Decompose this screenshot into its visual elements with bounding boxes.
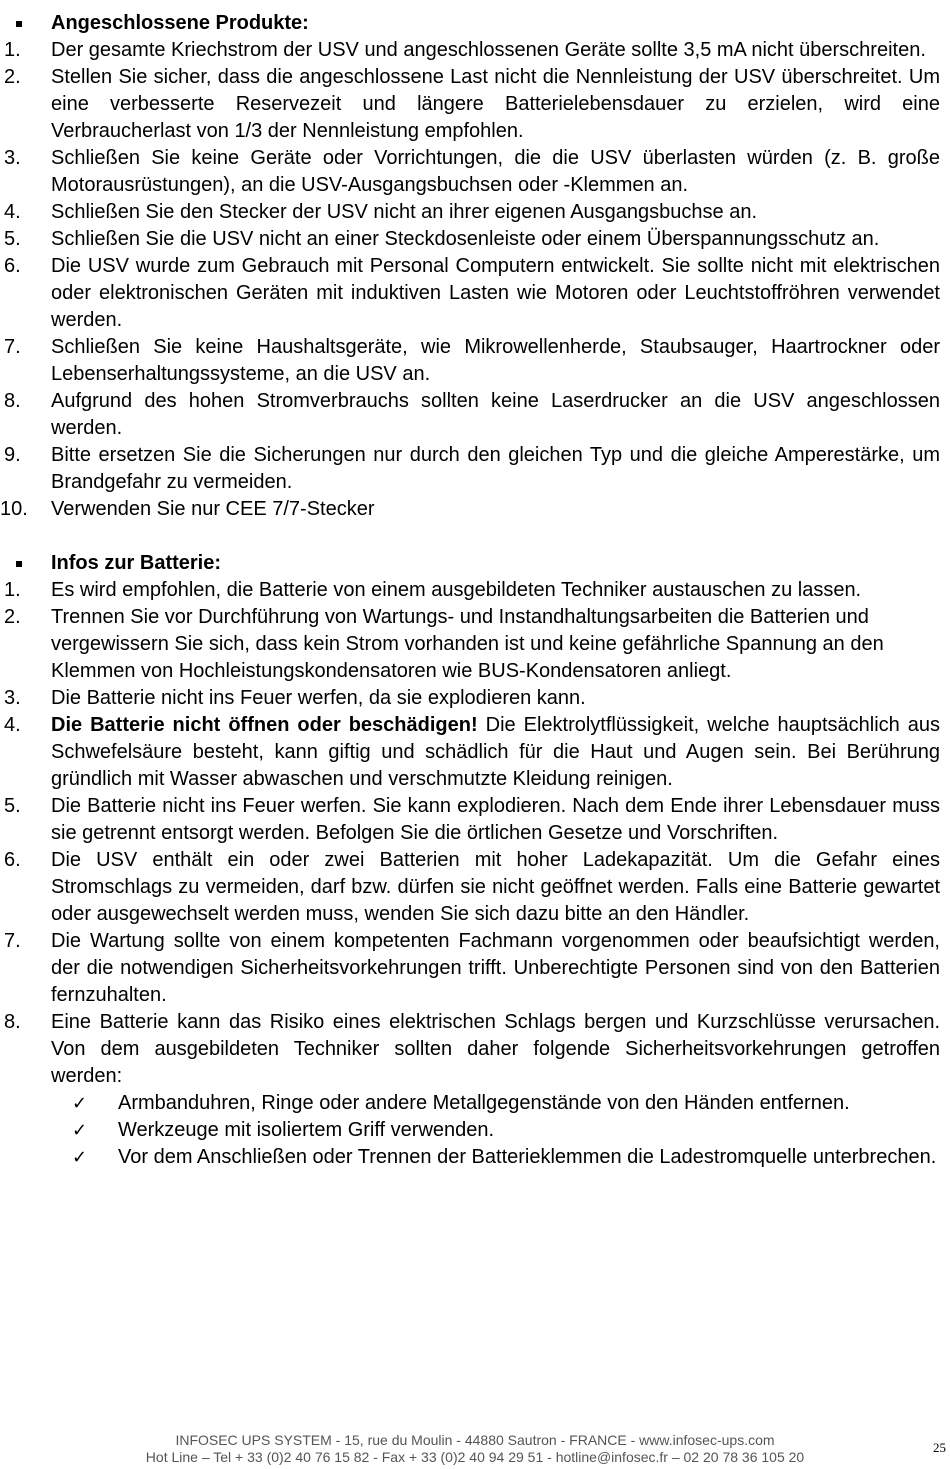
item-text: Schließen Sie keine Geräte oder Vorrichtungen, die die USV überlasten würden (z. B. große Motorausrüstungen), an die USV-Ausgangsbuchsen oder -Klemmen an. [51, 147, 940, 196]
item-text: Die Batterie nicht ins Feuer werfen. Sie kann explodieren. Nach dem Ende ihrer Lebensdauer muss sie getrennt entsorgt werden. Befolgen Sie die örtlichen Gesetze und Vorschriften. [51, 795, 940, 844]
item-number: 10. [0, 498, 28, 520]
item-text: Bitte ersetzen Sie die Sicherungen nur durch den gleichen Typ und die gleiche Amperestärke, um Brandgefahr zu vermeiden. [51, 444, 940, 493]
list-item [0, 145, 950, 199]
item-number: 4. [4, 714, 21, 736]
warning-bold-text: Die Batterie nicht öffnen oder beschädigen! [51, 714, 478, 736]
item-text: Trennen Sie vor Durchführung von Wartungs- und Instandhaltungsarbeiten die Batterien und vergewissern Sie sich, dass kein Strom vorhanden ist und keine gefährliche Spannung an den Klemmen von Hochleistungskondensatoren wie BUS-Kondensatoren anliegt. [51, 606, 884, 682]
list-item [0, 442, 950, 496]
item-text: Es wird empfohlen, die Batterie von einem ausgebildeten Techniker austauschen zu lassen. [51, 579, 862, 601]
item-text: Der gesamte Kriechstrom der USV und angeschlossenen Geräte sollte 3,5 mA nicht überschreiten. [51, 39, 926, 61]
check-item [0, 1117, 950, 1144]
item-number: 8. [4, 390, 21, 412]
item-text: Die USV enthält ein oder zwei Batterien mit hoher Ladekapazität. Um die Gefahr eines Stromschlags zu vermeiden, darf bzw. dürfen sie nicht geöffnet werden. Falls eine Batterie gewartet oder ausgewechselt werden muss, wenden Sie sich dazu bitte an den Händler. [51, 849, 940, 925]
item-text: Die Wartung sollte von einem kompetenten Fachmann vorgenommen oder beaufsichtigt werden, der die notwendigen Sicherheitsvorkehrungen trifft. Unberechtigte Personen sind von den Batterien fernzuhalten. [51, 930, 940, 1006]
list-item [0, 577, 950, 604]
item-text: Schließen Sie keine Haushaltsgeräte, wie Mikrowellenherde, Staubsauger, Haartrockner oder Lebenserhaltungssysteme, an die USV an. [51, 336, 940, 385]
battery-list [0, 577, 950, 1090]
item-text: Eine Batterie kann das Risiko eines elektrischen Schlags bergen und Kurzschlüsse verursachen. Von dem ausgebildeten Techniker sollten daher folgende Sicherheitsvorkehrungen getroffen werden: [51, 1011, 940, 1087]
item-number: 2. [4, 606, 21, 628]
item-number: 3. [4, 147, 21, 169]
item-number: 6. [4, 849, 21, 871]
item-text: Die USV wurde zum Gebrauch mit Personal Computern entwickelt. Sie sollte nicht mit elektrischen oder elektronischen Geräten mit induktiven Lasten wie Motoren oder Leuchtstoffröhren verwendet werden. [51, 255, 940, 331]
list-item [0, 712, 950, 793]
list-item [0, 388, 950, 442]
item-number: 2. [4, 66, 21, 88]
spacer [0, 523, 950, 550]
list-item [0, 199, 950, 226]
list-item [0, 64, 950, 145]
document-page [0, 10, 950, 1171]
check-text: Werkzeuge mit isoliertem Griff verwenden. [118, 1119, 495, 1141]
footer-contact: Hot Line – Tel + 33 (0)2 40 76 15 82 - Fax + 33 (0)2 40 94 29 51 - hotline@infosec.fr – 02 20 78 36 105 20 [145, 1449, 805, 1465]
item-number: 7. [4, 930, 21, 952]
item-number: 1. [4, 579, 21, 601]
list-item [0, 604, 950, 685]
list-item [0, 847, 950, 928]
page-number: 25 [933, 1440, 946, 1455]
checkmark-icon: ✓ [72, 1120, 88, 1141]
list-item [0, 928, 950, 1009]
list-item [0, 685, 950, 712]
item-number: 9. [4, 444, 21, 466]
products-list [0, 37, 950, 523]
item-text: Aufgrund des hohen Stromverbrauchs sollten keine Laserdrucker an die USV angeschlossen werden. [51, 390, 940, 439]
list-item [0, 37, 950, 64]
list-item [0, 496, 950, 523]
item-text: Schließen Sie die USV nicht an einer Steckdosenleiste oder einem Überspannungsschutz an. [51, 228, 880, 250]
item-number: 7. [4, 336, 21, 358]
list-item [0, 1009, 950, 1090]
section-title: Angeschlossene Produkte: [51, 12, 309, 34]
check-text: Armbanduhren, Ringe oder andere Metallgegenstände von den Händen entfernen. [118, 1092, 850, 1114]
list-item [0, 793, 950, 847]
item-number: 8. [4, 1011, 21, 1033]
square-bullet-icon [16, 21, 22, 27]
item-number: 5. [4, 228, 21, 250]
check-item [0, 1090, 950, 1117]
item-text: Verwenden Sie nur CEE 7/7-Stecker [51, 498, 375, 520]
list-item [0, 253, 950, 334]
section-title: Infos zur Batterie: [51, 552, 222, 574]
list-item [0, 334, 950, 388]
item-text: Die Elektrolytflüssigkeit, welche hauptsächlich aus Schwefelsäure besteht, kann giftig und schädlich für die Haut und Augen sein. Bei Berührung gründlich mit Wasser abwaschen und verschmutzte Kleidung reinigen. [51, 714, 940, 790]
square-bullet-icon [16, 561, 22, 567]
section-heading-products [0, 10, 950, 37]
item-number: 4. [4, 201, 21, 223]
list-item [0, 226, 950, 253]
item-text: Die Batterie nicht ins Feuer werfen, da sie explodieren kann. [51, 687, 586, 709]
item-number: 1. [4, 39, 21, 61]
item-number: 6. [4, 255, 21, 277]
check-text: Vor dem Anschließen oder Trennen der Batterieklemmen die Ladestromquelle unterbrechen. [118, 1146, 937, 1168]
precautions-checklist [0, 1090, 950, 1171]
footer-address: INFOSEC UPS SYSTEM - 15, rue du Moulin - 44880 Sautron - FRANCE - www.infosec-ups.com [175, 1432, 775, 1448]
checkmark-icon: ✓ [72, 1147, 88, 1168]
page-footer [0, 1432, 950, 1466]
item-text: Schließen Sie den Stecker der USV nicht an ihrer eigenen Ausgangsbuchse an. [51, 201, 757, 223]
check-item [0, 1144, 950, 1171]
item-text: Stellen Sie sicher, dass die angeschlossene Last nicht die Nennleistung der USV überschreitet. Um eine verbesserte Reservezeit und längere Batterielebensdauer zu erzielen, wird eine Verbraucherlast von 1/3 der Nennleistung empfohlen. [51, 66, 940, 142]
item-number: 5. [4, 795, 21, 817]
item-number: 3. [4, 687, 21, 709]
section-heading-battery [0, 550, 950, 577]
checkmark-icon: ✓ [72, 1093, 88, 1114]
